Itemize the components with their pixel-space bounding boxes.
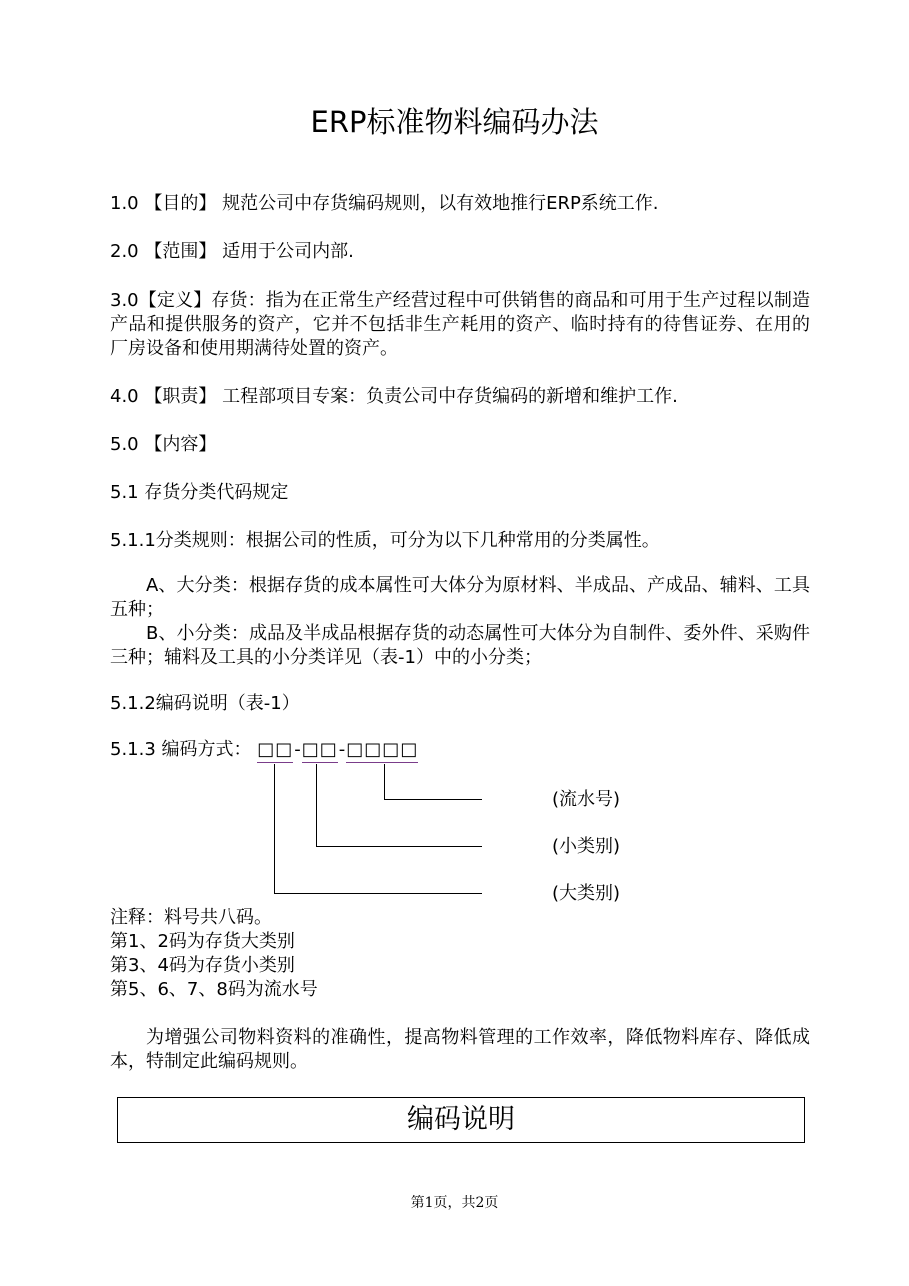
serial-connector-horizontal <box>384 799 482 800</box>
major-connector-horizontal <box>274 893 482 894</box>
section-inventory-codes: 5.1 存货分类代码规定 <box>110 482 289 503</box>
code-group-serial: □□□□ <box>346 738 418 763</box>
section-scope: 2.0 【范围】 适用于公司内部. <box>110 241 354 262</box>
section-code-explanation: 5.1.2编码说明（表-1） <box>110 693 300 714</box>
minor-category-label: (小类别) <box>552 836 621 857</box>
code-separator: - <box>294 739 301 760</box>
section-classification-rules: 5.1.1分类规则：根据公司的性质，可分为以下几种常用的分类属性。 <box>110 530 660 551</box>
document-title: ERP标准物料编码办法 <box>310 105 599 139</box>
minor-connector-horizontal <box>316 846 482 847</box>
note-line: 注释：料号共八码。 <box>110 907 272 928</box>
section-purpose: 1.0 【目的】 规范公司中存货编码规则，以有效地推行ERP系统工作. <box>110 193 659 214</box>
code-group-major: □□ <box>257 738 293 763</box>
code-group-minor: □□ <box>302 738 338 763</box>
page-footer: 第1页，共2页 <box>410 1195 499 1211</box>
section-content: 5.0 【内容】 <box>110 434 217 455</box>
table-title: 编码说明 <box>117 1097 805 1143</box>
serial-connector-vertical <box>384 764 385 799</box>
major-connector-vertical <box>274 764 275 893</box>
section-definition: 3.0【定义】存货：指为在正常生产经营过程中可供销售的商品和可用于生产过程以制造产品和提供服务的资产，它并不包括非生产耗用的资产、临时持有的待售证券、在用的厂房设备和使用期满待处置的资产。 <box>110 290 810 359</box>
note-line: 第3、4码为存货小类别 <box>110 955 295 976</box>
code-separator: - <box>338 739 346 760</box>
code-notes <box>110 906 318 1002</box>
major-category-label: (大类别) <box>552 883 621 904</box>
serial-number-label: (流水号) <box>552 789 621 810</box>
classification-minor: B、小分类：成品及半成品根据存货的动态属性可大体分为自制件、委外件、采购件三种；辅料及工具的小分类详见（表-1）中的小分类； <box>110 623 810 668</box>
section-responsibility: 4.0 【职责】 工程部项目专案：负责公司中存货编码的新增和维护工作. <box>110 386 678 407</box>
note-line: 第1、2码为存货大类别 <box>110 931 295 952</box>
code-format-line <box>110 738 418 763</box>
note-line: 第5、6、7、8码为流水号 <box>110 979 318 1000</box>
classification-major: A、大分类：根据存货的成本属性可大体分为原材料、半成品、产成品、辅料、工具五种； <box>110 575 810 620</box>
closing-paragraph: 为增强公司物料资料的准确性，提高物料管理的工作效率，降低物料库存、降低成本，特制定此编码规则。 <box>110 1027 810 1072</box>
code-format-label: 5.1.3 编码方式： <box>110 739 252 760</box>
minor-connector-vertical <box>316 764 317 846</box>
